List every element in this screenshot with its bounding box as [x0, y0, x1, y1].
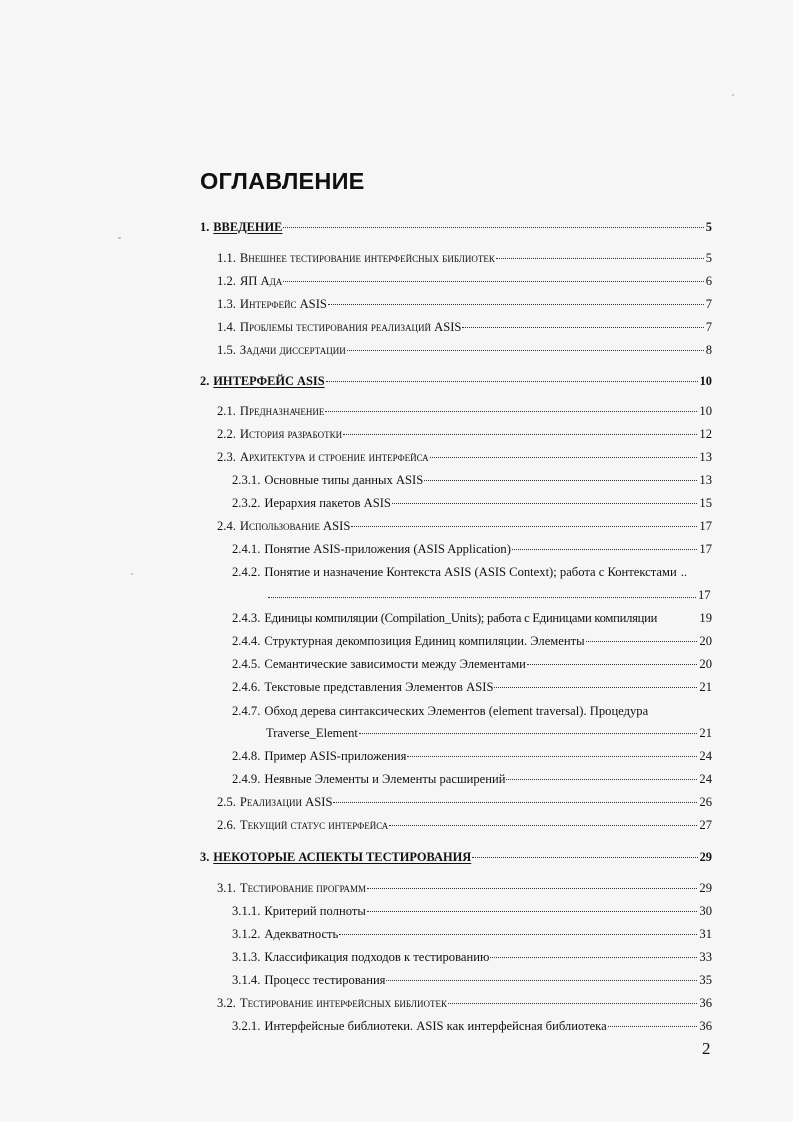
dot-leader	[359, 733, 698, 734]
toc-entry-2-4-2-page: 17	[698, 588, 711, 602]
toc-entry-2-4[interactable]: 2.4. Использование ASIS 17	[217, 519, 712, 533]
dot-leader	[339, 934, 697, 935]
toc-entry-1-1[interactable]: 1.1. Внешнее тестирование интерфейсных библиотек 5	[217, 251, 712, 265]
dot-leader	[462, 327, 703, 328]
toc-entry-2-4-6[interactable]: 2.4.6. Текстовые представления Элементов ASIS 21	[232, 680, 712, 694]
toc-entry-2-4-4[interactable]: 2.4.4. Структурная декомпозиция Единиц компиляции. Элементы 20	[232, 634, 712, 648]
scan-speck	[131, 573, 133, 575]
dot-leader	[367, 911, 698, 912]
dot-leader	[386, 980, 697, 981]
toc-entry-2-4-3[interactable]: 2.4.3. Единицы компиляции (Compilation_Units); работа с Единицами компиляции 19	[232, 611, 712, 625]
dot-leader	[328, 304, 704, 305]
toc-entry-1-4[interactable]: 1.4. Проблемы тестирования реализаций ASIS 7	[217, 320, 712, 334]
dot-leader	[347, 350, 704, 351]
dot-leader	[333, 802, 697, 803]
dot-leader	[367, 888, 697, 889]
dot-leader	[512, 549, 697, 550]
toc-entry-2-1[interactable]: 2.1. Предназначение 10	[217, 404, 712, 418]
page-number: 2	[702, 1039, 711, 1058]
toc-entry-3-1[interactable]: 3.1. Тестирование программ 29	[217, 881, 712, 895]
toc-entry-2-4-9[interactable]: 2.4.9. Неявные Элементы и Элементы расширений 24	[232, 772, 712, 786]
toc-chapter-3[interactable]: 3. НЕКОТОРЫЕ АСПЕКТЫ ТЕСТИРОВАНИЯ 29	[200, 850, 712, 864]
toc-entry-1-3[interactable]: 1.3. Интерфейс ASIS 7	[217, 297, 712, 311]
dot-leader	[392, 503, 697, 504]
toc-entry-2-4-8[interactable]: 2.4.8. Пример ASIS-приложения 24	[232, 749, 712, 763]
dot-leader	[430, 457, 698, 458]
dot-leader	[472, 857, 697, 858]
dot-leader	[343, 434, 697, 435]
toc-entry-2-5[interactable]: 2.5. Реализации ASIS 26	[217, 795, 712, 809]
dot-leader	[586, 641, 698, 642]
dot-leader	[283, 281, 703, 282]
dot-leader	[351, 526, 697, 527]
dot-leader	[268, 597, 696, 598]
toc-entry-3-1-2[interactable]: 3.1.2. Адекватность 31	[232, 927, 712, 941]
toc-entry-3-2-1[interactable]: 3.2.1. Интерфейсные библиотеки. ASIS как интерфейсная библиотека 36	[232, 1019, 712, 1033]
dot-leader	[326, 381, 698, 382]
dot-leader	[448, 1003, 697, 1004]
toc-entry-3-1-1[interactable]: 3.1.1. Критерий полноты 30	[232, 904, 712, 918]
scan-speck	[118, 237, 121, 239]
dot-leader	[407, 756, 697, 757]
toc-entry-3-1-3[interactable]: 3.1.3. Классификация подходов к тестированию 33	[232, 950, 712, 964]
dot-leader	[496, 258, 704, 259]
toc-entry-2-3-1[interactable]: 2.3.1. Основные типы данных ASIS 13	[232, 473, 712, 487]
toc-entry-3-2[interactable]: 3.2. Тестирование интерфейсных библиотек 36	[217, 996, 712, 1010]
toc-entry-2-4-5[interactable]: 2.4.5. Семантические зависимости между Элементами 20	[232, 657, 712, 671]
dot-leader	[424, 480, 697, 481]
dot-leader	[506, 779, 697, 780]
toc-entry-2-3-2[interactable]: 2.3.2. Иерархия пакетов ASIS 15	[232, 496, 712, 510]
toc-entry-2-4-7-cont[interactable]: Traverse_Element 21	[266, 726, 712, 740]
toc-chapter-1[interactable]: 1. ВВЕДЕНИЕ 5	[200, 220, 712, 234]
toc-entry-1-2[interactable]: 1.2. ЯП Ада 6	[217, 274, 712, 288]
toc-entry-2-4-2[interactable]: 2.4.2. Понятие и назначение Контекста ASIS (ASIS Context); работа с Контекстами ..	[232, 565, 688, 579]
toc-entry-1-5[interactable]: 1.5. Задачи диссертации 8	[217, 343, 712, 357]
dot-leader	[494, 687, 697, 688]
dot-leader	[608, 1026, 698, 1027]
page-title: ОГЛАВЛЕНИЕ	[200, 168, 365, 194]
dot-leader	[389, 825, 697, 826]
toc-entry-2-4-1[interactable]: 2.4.1. Понятие ASIS-приложения (ASIS Application) 17	[232, 542, 712, 556]
dot-leader	[490, 957, 697, 958]
dot-leader	[527, 664, 698, 665]
toc-chapter-2[interactable]: 2. ИНТЕРФЕЙС ASIS 10	[200, 374, 712, 388]
toc-entry-2-3[interactable]: 2.3. Архитектура и строение интерфейса 13	[217, 450, 712, 464]
toc-entry-2-6[interactable]: 2.6. Текущий статус интерфейса 27	[217, 818, 712, 832]
toc-entry-3-1-4[interactable]: 3.1.4. Процесс тестирования 35	[232, 973, 712, 987]
dot-leader	[283, 227, 703, 228]
scan-speck	[732, 94, 734, 96]
toc-entry-2-4-7[interactable]: 2.4.7. Обход дерева синтаксических Элементов (element traversal). Процедура	[232, 704, 649, 718]
toc-entry-2-2[interactable]: 2.2. История разработки 12	[217, 427, 712, 441]
dot-leader	[325, 411, 697, 412]
